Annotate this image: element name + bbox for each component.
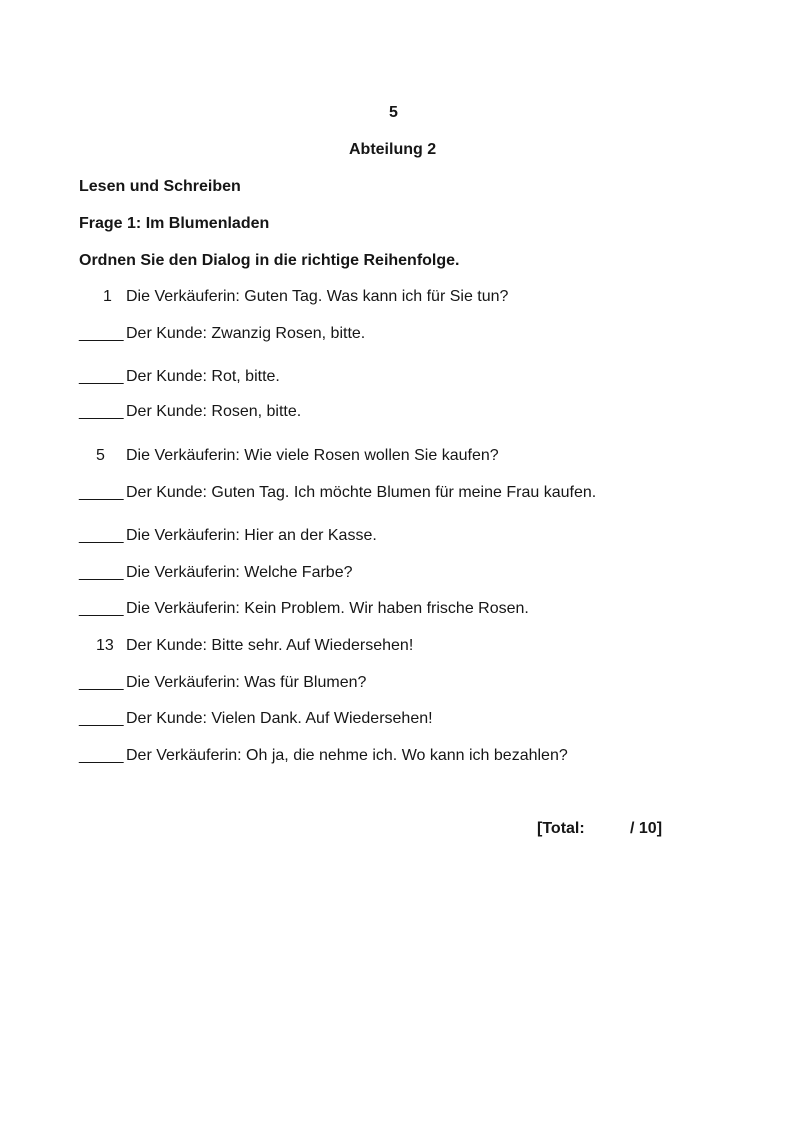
item-number: 1: [103, 288, 112, 305]
answer-blank[interactable]: _____: [79, 368, 124, 385]
part-heading: Lesen und Schreiben: [79, 178, 241, 195]
item-text: Der Kunde: Vielen Dank. Auf Wiedersehen!: [126, 710, 433, 727]
item-text: Der Kunde: Rosen, bitte.: [126, 403, 302, 420]
dialog-item: [0, 324, 794, 344]
answer-blank[interactable]: _____: [79, 325, 124, 342]
answer-blank[interactable]: _____: [79, 674, 124, 691]
item-text: Die Verkäuferin: Was für Blumen?: [126, 674, 367, 691]
item-text: Die Verkäuferin: Welche Farbe?: [126, 564, 353, 581]
dialog-item: [0, 526, 794, 546]
item-number: 5: [96, 447, 105, 464]
dialog-item: [0, 599, 794, 619]
dialog-item: [0, 709, 794, 729]
dialog-item: [0, 402, 794, 422]
item-text: Der Kunde: Rot, bitte.: [126, 368, 280, 385]
dialog-item: [0, 446, 794, 466]
dialog-item: [0, 287, 794, 307]
answer-blank[interactable]: _____: [79, 484, 124, 501]
answer-blank[interactable]: _____: [79, 710, 124, 727]
item-text: Die Verkäuferin: Kein Problem. Wir haben frische Rosen.: [126, 600, 529, 617]
answer-blank[interactable]: _____: [79, 600, 124, 617]
dialog-item: [0, 673, 794, 693]
answer-blank[interactable]: _____: [79, 403, 124, 420]
dialog-item: [0, 483, 794, 503]
answer-blank[interactable]: _____: [79, 747, 124, 764]
instruction: Ordnen Sie den Dialog in die richtige Reihenfolge.: [79, 252, 460, 269]
question-title: Frage 1: Im Blumenladen: [79, 215, 270, 232]
answer-blank[interactable]: _____: [79, 527, 124, 544]
page-number: 5: [389, 104, 398, 121]
item-text: Der Kunde: Bitte sehr. Auf Wiedersehen!: [126, 637, 414, 654]
item-text: Der Kunde: Guten Tag. Ich möchte Blumen für meine Frau kaufen.: [126, 484, 597, 501]
dialog-item: [0, 636, 794, 656]
item-text: Die Verkäuferin: Guten Tag. Was kann ich für Sie tun?: [126, 288, 509, 305]
dialog-item: [0, 563, 794, 583]
total-label: [Total:: [537, 820, 585, 837]
item-text: Der Kunde: Zwanzig Rosen, bitte.: [126, 325, 366, 342]
item-text: Die Verkäuferin: Wie viele Rosen wollen Sie kaufen?: [126, 447, 499, 464]
dialog-item: [0, 746, 794, 766]
section-heading: Abteilung 2: [349, 141, 437, 158]
total-max: / 10]: [630, 820, 663, 837]
item-text: Die Verkäuferin: Hier an der Kasse.: [126, 527, 377, 544]
item-text: Der Verkäuferin: Oh ja, die nehme ich. Wo kann ich bezahlen?: [126, 747, 568, 764]
answer-blank[interactable]: _____: [79, 564, 124, 581]
item-number: 13: [96, 637, 114, 654]
dialog-item: [0, 367, 794, 387]
